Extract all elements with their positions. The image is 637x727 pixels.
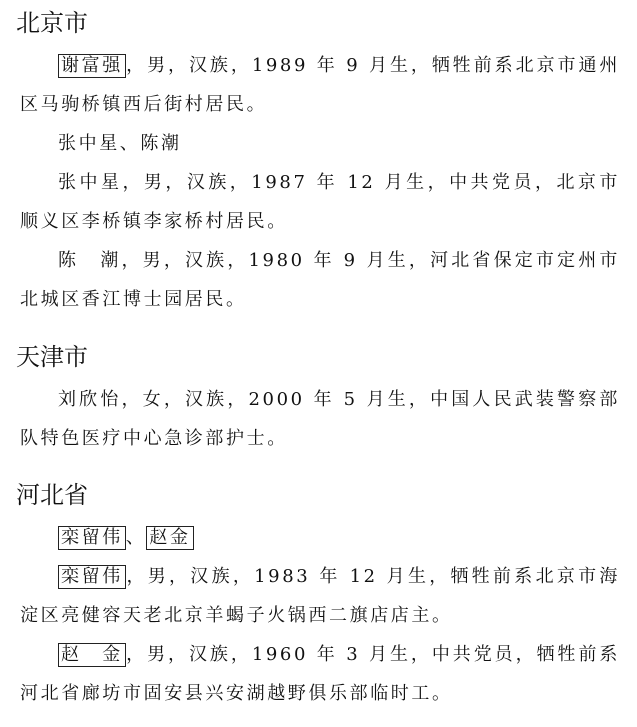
person-bio: ，男，汉族，1980 年 9 月生，河北省保定市定州市北城区香江博士园居民。 [20, 250, 620, 310]
group-names: 张中星、陈潮 [58, 133, 182, 154]
group-names-line-hebei [20, 518, 620, 557]
person-bio: ，女，汉族，2000 年 5 月生，中国人民武装警察部队特色医疗中心急诊部护士。 [20, 389, 620, 449]
entry-zhao-jin [20, 635, 620, 713]
section-title-tianjin: 天津市 [16, 343, 88, 371]
group-names-line [20, 124, 620, 163]
person-name: 刘欣怡 [58, 389, 122, 410]
person-name-boxed: 谢富强 [58, 54, 126, 78]
person-bio: ，男，汉族，1983 年 12 月生，牺牲前系北京市海淀区亮健容天老北京羊蝎子火锅西二旗店店主。 [20, 566, 620, 626]
person-name-boxed: 赵 金 [58, 643, 126, 667]
entry-xie-fuqiang [20, 46, 620, 124]
person-name-boxed: 栾留伟 [58, 565, 126, 589]
entry-luan-liuwei [20, 557, 620, 635]
person-bio: ，男，汉族，1989 年 9 月生，牺牲前系北京市通州区马驹桥镇西后街村居民。 [20, 55, 620, 115]
person-bio: ，男，汉族，1987 年 12 月生，中共党员，北京市顺义区李桥镇李家桥村居民。 [20, 172, 620, 232]
person-name-boxed: 栾留伟 [58, 526, 126, 550]
person-name-boxed: 赵金 [146, 526, 193, 550]
person-bio: ，男，汉族，1960 年 3 月生，中共党员，牺牲前系河北省廊坊市固安县兴安湖越野俱乐部临时工。 [20, 644, 620, 704]
name-separator: 、 [125, 527, 147, 548]
section-title-hebei: 河北省 [16, 481, 88, 509]
entry-liu-xinyi [20, 380, 620, 458]
section-title-beijing: 北京市 [16, 9, 88, 37]
person-name: 张中星 [58, 172, 123, 193]
entry-zhang-zhongxing [20, 163, 620, 241]
person-name: 陈 潮 [58, 250, 122, 271]
entry-chen-chao [20, 241, 620, 319]
